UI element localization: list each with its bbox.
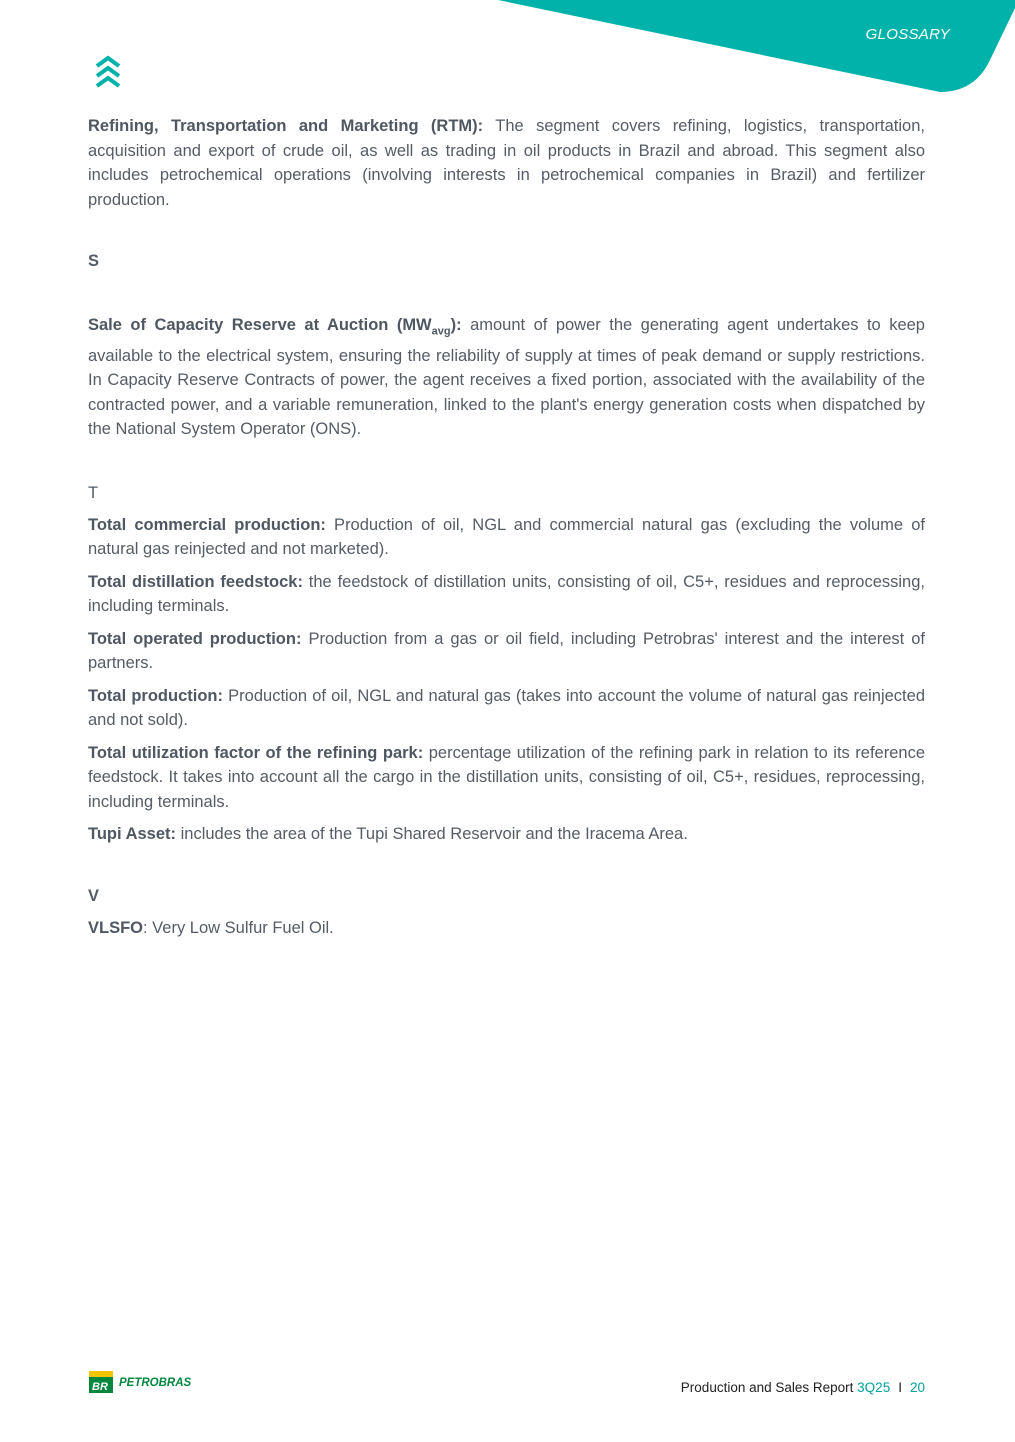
glossary-definition: the feedstock of distillation units, consisting of oil, C5+, residues and reprocessing, including terminals. [88, 572, 925, 616]
section-label: GLOSSARY [865, 26, 950, 43]
footer-separator: I [898, 1380, 902, 1395]
glossary-entry-vlsfo [88, 916, 925, 941]
letter-heading-v: V [88, 886, 100, 905]
glossary-definition: percentage utilization of the refining park in relation to its reference feedstock. It takes into account all the cargo in the distillation units, consisting of oil, C5+, residues, reprocessing, including terminals. [88, 743, 925, 811]
glossary-entry-total-operated [88, 627, 925, 676]
glossary-entry-capacity-reserve [88, 313, 925, 442]
glossary-entry-utilization-factor [88, 741, 925, 815]
glossary-term: Total distillation feedstock: [88, 572, 303, 591]
glossary-definition: amount of power the generating agent undertakes to keep available to the electrical system, ensuring the reliability of supply at times of peak demand or supply restrictions. In Capacity Reserve Contracts of power, the agent receives a fixed portion, associated with the availability of the contracted power, and a variable remuneration, linked to the plant's energy generation costs when dispatched by the National System Operator (ONS). [88, 316, 925, 439]
svg-text:PETROBRAS: PETROBRAS [119, 1377, 192, 1389]
term-suffix: ): [450, 316, 462, 334]
glossary-definition: Production of oil, NGL and commercial natural gas (excluding the volume of natural gas reinjected and not marketed). [88, 515, 925, 559]
chevron-up-icon [95, 55, 121, 89]
report-period: 3Q25 [857, 1380, 891, 1395]
glossary-term: Tupi Asset: [88, 825, 177, 844]
report-title: Production and Sales Report [680, 1380, 854, 1395]
glossary-term: VLSFO [88, 918, 144, 937]
term-prefix: Sale of Capacity Reserve at Auction (MW [88, 316, 432, 334]
glossary-definition: Production of oil, NGL and natural gas (takes into account the volume of natural gas reinjected and not sold). [88, 686, 925, 730]
page-number: 20 [909, 1380, 925, 1395]
glossary-entry-rtm [88, 114, 925, 212]
glossary-term [88, 316, 462, 338]
glossary-entry-total-production [88, 684, 925, 733]
glossary-definition: includes the area of the Tupi Shared Reservoir and the Iracema Area. [176, 825, 688, 844]
glossary-content [88, 114, 925, 948]
glossary-definition: Production from a gas or oil field, including Petrobras' interest and the interest of partners. [88, 629, 926, 673]
svg-text:BR: BR [92, 1381, 108, 1393]
glossary-term: Total commercial production: [88, 515, 326, 534]
glossary-definition: The segment covers refining, logistics, transportation, acquisition and export of crude oil, as well as trading in oil products in Brazil and abroad. This segment also includes petrochemical operations (involving interests in petrochemical companies in Brazil) and fertilizer production. [88, 117, 925, 209]
footer-report-info [681, 1380, 925, 1395]
petrobras-logo [89, 1371, 209, 1393]
glossary-term: Total utilization factor of the refining park: [88, 743, 424, 762]
letter-heading-s: S [88, 252, 100, 270]
letter-heading-t: T [88, 483, 99, 502]
glossary-term: Refining, Transportation and Marketing (RTM): [88, 117, 484, 135]
term-subscript: avg [431, 325, 451, 338]
glossary-entry-tupi-asset [88, 822, 925, 847]
glossary-term: Total production: [88, 686, 223, 705]
glossary-entry-total-commercial [88, 513, 925, 562]
glossary-entry-total-distillation [88, 570, 925, 619]
glossary-definition: : Very Low Sulfur Fuel Oil. [143, 918, 334, 937]
header-banner [0, 0, 1015, 100]
glossary-term: Total operated production: [88, 629, 302, 648]
